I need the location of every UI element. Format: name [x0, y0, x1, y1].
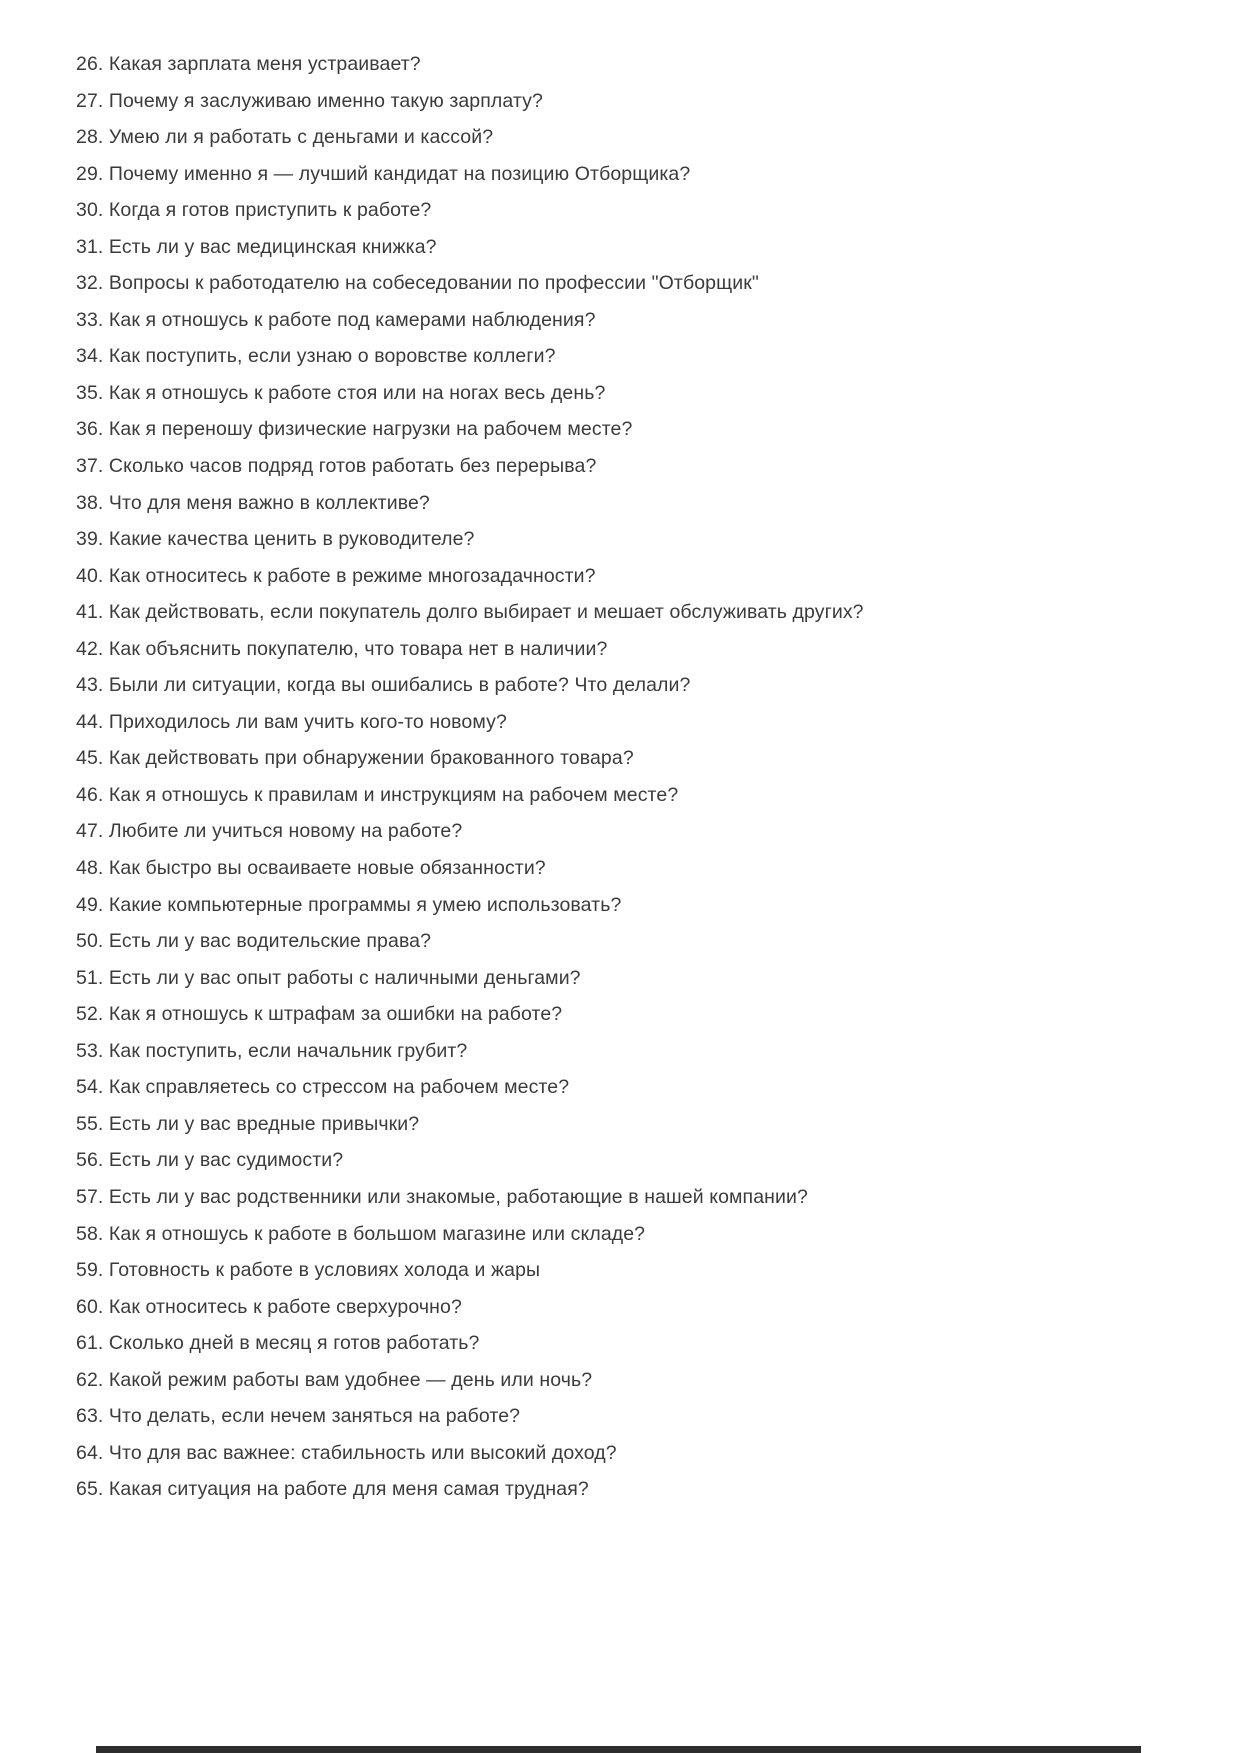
list-item: 36. Как я переношу физические нагрузки на рабочем месте? [76, 418, 633, 441]
list-item: 59. Готовность к работе в условиях холода и жары [76, 1259, 541, 1282]
list-item: 43. Были ли ситуации, когда вы ошибались в работе? Что делали? [76, 674, 691, 697]
list-item: 52. Как я отношусь к штрафам за ошибки на работе? [76, 1003, 563, 1026]
list-item: 64. Что для вас важнее: стабильность или высокий доход? [76, 1441, 617, 1464]
list-item: 56. Есть ли у вас судимости? [76, 1149, 344, 1172]
list-item: 53. Как поступить, если начальник грубит? [76, 1039, 468, 1062]
list-item: 47. Любите ли учиться новому на работе? [76, 820, 463, 843]
list-item: 51. Есть ли у вас опыт работы с наличными деньгами? [76, 966, 581, 989]
list-item: 61. Сколько дней в месяц я готов работать? [76, 1332, 480, 1355]
list-item: 45. Как действовать при обнаружении бракованного товара? [76, 747, 634, 770]
list-item: 37. Сколько часов подряд готов работать без перерыва? [76, 455, 597, 478]
list-item: 54. Как справляетесь со стрессом на рабочем месте? [76, 1076, 570, 1099]
list-item: 32. Вопросы к работодателю на собеседовании по профессии "Отборщик" [76, 272, 759, 295]
list-item: 29. Почему именно я — лучший кандидат на позицию Отборщика? [76, 162, 691, 185]
list-item: 26. Какая зарплата меня устраивает? [76, 53, 421, 75]
list-item: 49. Какие компьютерные программы я умею использовать? [76, 893, 622, 916]
list-item: 38. Что для меня важно в коллективе? [76, 491, 430, 514]
list-item: 30. Когда я готов приступить к работе? [76, 199, 432, 222]
list-item: 35. Как я отношусь к работе стоя или на ногах весь день? [76, 381, 606, 404]
list-item: 44. Приходилось ли вам учить кого-то новому? [76, 710, 507, 733]
list-item: 27. Почему я заслуживаю именно такую зарплату? [76, 89, 543, 112]
list-item: 60. Как относитесь к работе сверхурочно? [76, 1295, 462, 1318]
list-item: 50. Есть ли у вас водительские права? [76, 930, 432, 953]
list-item: 31. Есть ли у вас медицинская книжка? [76, 235, 437, 258]
list-item: 28. Умею ли я работать с деньгами и кассой? [76, 126, 494, 149]
list-item: 65. Какая ситуация на работе для меня самая трудная? [76, 1478, 589, 1501]
list-item: 58. Как я отношусь к работе в большом магазине или складе? [76, 1222, 646, 1245]
list-item: 40. Как относитесь к работе в режиме многозадачности? [76, 564, 596, 587]
list-item: 41. Как действовать, если покупатель долго выбирает и мешает обслуживать других? [76, 601, 864, 624]
list-item: 48. Как быстро вы осваиваете новые обязанности? [76, 857, 546, 880]
list-item: 57. Есть ли у вас родственники или знакомые, работающие в нашей компании? [76, 1185, 808, 1208]
list-item: 42. Как объяснить покупателю, что товара нет в наличии? [76, 637, 608, 660]
list-item: 63. Что делать, если нечем заняться на работе? [76, 1405, 521, 1428]
list-item: 46. Как я отношусь к правилам и инструкциям на рабочем месте? [76, 783, 679, 806]
list-item: 33. Как я отношусь к работе под камерами наблюдения? [76, 308, 596, 331]
list-item: 62. Какой режим работы вам удобнее — день или ночь? [76, 1368, 593, 1391]
bottom-partial-bar [96, 1746, 1141, 1753]
list-item: 55. Есть ли у вас вредные привычки? [76, 1112, 420, 1135]
list-item: 34. Как поступить, если узнаю о воровстве коллеги? [76, 345, 556, 368]
question-list [76, 46, 1209, 1508]
list-item: 39. Какие качества ценить в руководителе? [76, 528, 475, 551]
